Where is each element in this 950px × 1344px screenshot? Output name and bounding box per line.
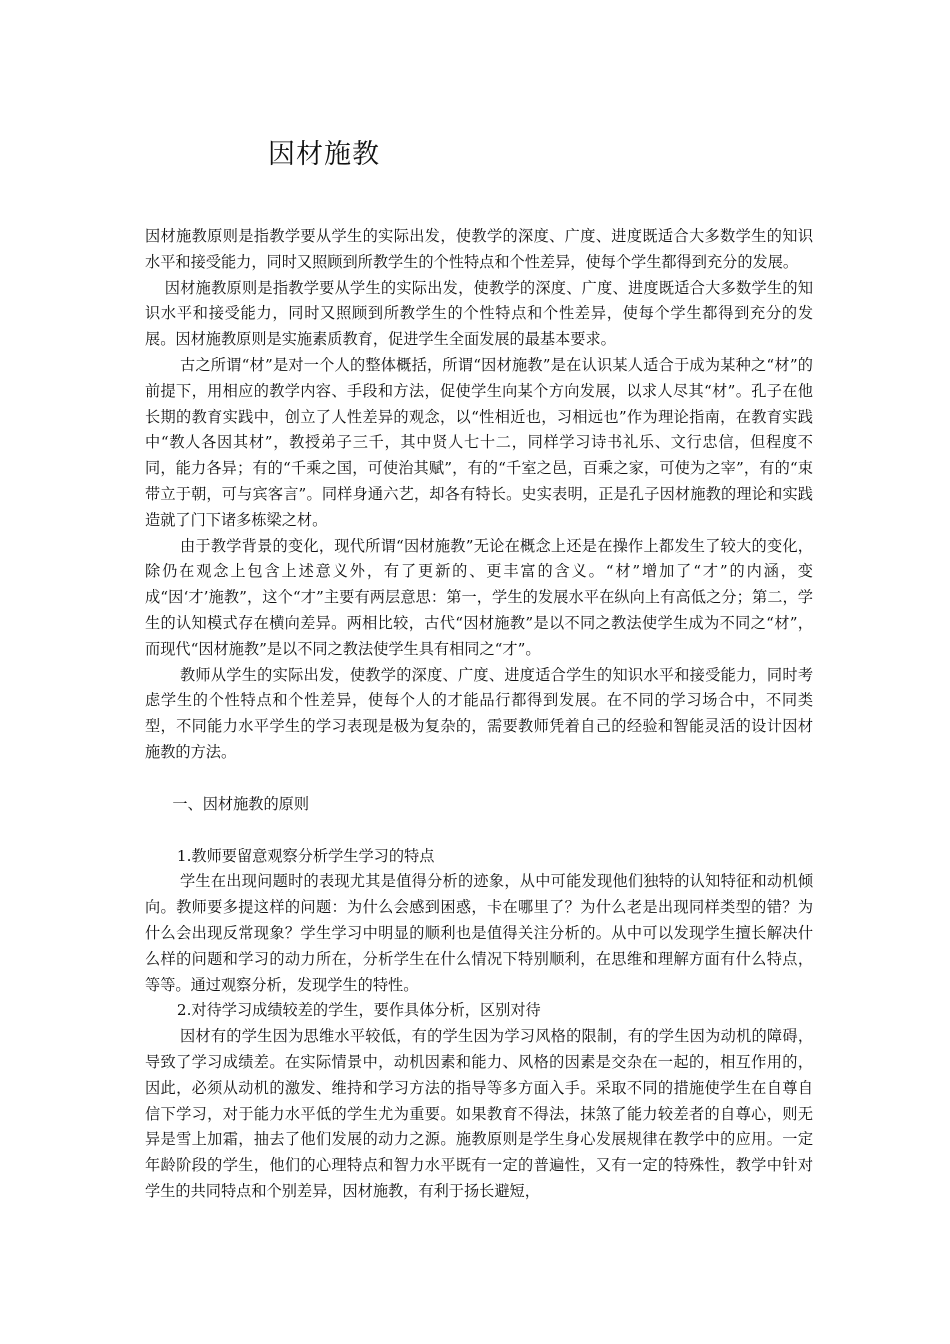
paragraph-3: 古之所谓“材”是对一个人的整体概括，所谓“因材施教”是在认识某人适合于成为某种之“材”的前提下，用相应的教学内容、手段和方法，促使学生向某个方向发展，以求人尽其“材”。孔子在他长期的教育实践中，创立了人性差异的观念，以“性相近也，习相远也”作为理论指南，在教育实践中“教人各因其材”，教授弟子三千，其中贤人七十二，同样学习诗书礼乐、文行忠信，但程度不同，能力各异；有的“千乘之国，可使治其赋”，有的“千室之邑，百乘之家，可使为之宰”，有的“束带立于朝，可与宾客言”。同样身通六艺，却各有特长。史实表明，正是孔子因材施教的理论和实践造就了门下诸多栋梁之材。 <box>145 355 813 529</box>
paragraph-5: 教师从学生的实际出发，使教学的深度、广度、进度适合学生的知识水平和接受能力，同时考虑学生的个性特点和个性差异，使每个人的才能品行都得到发展。在不同的学习场合中，不同类型，不同能力水平学生的学习表现是极为复杂的，需要教师凭着自己的经验和智能灵活的设计因材施教的方法。 <box>145 665 813 761</box>
document-title: 因材施教 <box>268 139 380 170</box>
paragraph-4: 由于教学背景的变化，现代所谓“因材施教”无论在概念上还是在操作上都发生了较大的变化，除仍在观念上包含上述意义外，有了更新的、更丰富的含义。“材”增加了“才”的内涵，变成“因‘才’施教”，这个“才”主要有两层意思：第一，学生的发展水平在纵向上有高低之分；第二，学生的认知模式存在横向差异。两相比较，古代“因材施教”是以不同之教法使学生成为不同之“材”，而现代“因材施教”是以不同之教法使学生具有相同之“才”。 <box>145 536 813 658</box>
subsection-text-1: 学生在出现问题时的表现尤其是值得分析的迹象，从中可能发现他们独特的认知特征和动机倾向。教师要多提这样的问题：为什么会感到困惑，卡在哪里了？为什么老是出现同样类型的错？为什么会出现反常现象？学生学习中明显的顺利也是值得关注分析的。从中可以发现学生擅长解决什么样的问题和学习的动力所在，分析学生在什么情况下特别顺利，在思维和理解方面有什么特点，等等。通过观察分析，发现学生的特性。 <box>145 872 813 994</box>
paragraph-2: 因材施教原则是指教学要从学生的实际出发，使教学的深度、广度、进度既适合大多数学生的知识水平和接受能力，同时又照顾到所教学生的个性特点和个性差异，使每个学生都得到充分的发展。因材施教原则是实施素质教育，促进学生全面发展的最基本要求。 <box>145 278 813 349</box>
subsection-heading-2: 2.对待学习成绩较差的学生，要作具体分析，区别对待 <box>176 1001 541 1020</box>
paragraph-1: 因材施教原则是指教学要从学生的实际出发，使教学的深度、广度、进度既适合大多数学生的知识水平和接受能力，同时又照顾到所教学生的个性特点和个性差异，使每个学生都得到充分的发展。 <box>145 227 813 271</box>
subsection-heading-1: 1.教师要留意观察分析学生学习的特点 <box>176 846 435 865</box>
subsection-text-2: 因材有的学生因为思维水平较低，有的学生因为学习风格的限制，有的学生因为动机的障碍，导致了学习成绩差。在实际情景中，动机因素和能力、风格的因素是交杂在一起的，相互作用的，因此，必须从动机的激发、维持和学习方法的指导等多方面入手。采取不同的措施使学生在自尊自信下学习，对于能力水平低的学生尤为重要。如果教育不得法，抹煞了能力较差者的自尊心，则无异是雪上加霜，抽去了他们发展的动力之源。施教原则是学生身心发展规律在教学中的应用。一定年龄阶段的学生，他们的心理特点和智力水平既有一定的普遍性，又有一定的特殊性，教学中针对学生的共同特点和个别差异，因材施教，有利于扬长避短， <box>145 1027 813 1200</box>
document-body <box>145 224 813 1205</box>
section-heading: 一、因材施教的原则 <box>172 794 310 813</box>
